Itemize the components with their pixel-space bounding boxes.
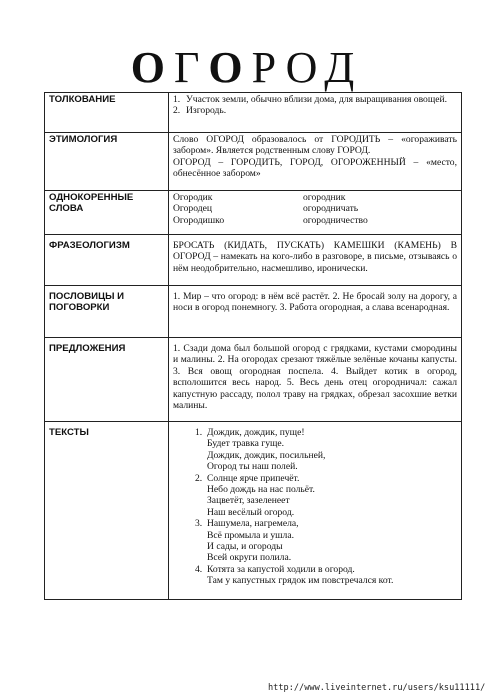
cognate-word: огородничество [303, 214, 368, 226]
cognate-word: огородничать [303, 203, 359, 215]
title-letter-1: О [130, 43, 174, 92]
row-frazeologizm [45, 235, 462, 286]
title-rest: РОД [251, 43, 364, 92]
source-url: http://www.liveinternet.ru/users/ksu11111/ [268, 683, 486, 693]
label-teksty: ТЕКСТЫ [45, 422, 169, 600]
poem-item: 2. Солнце ярче припечёт. Небо дождь на нас польёт. Зацветёт, зазеленеет Наш весёлый огород. [195, 472, 315, 518]
content-poslovitsy: 1. Мир – что огород: в нём всё растёт. 2. Не бросай золу на дорогу, а носи в огород понемногу. 3. Работа огородная, а слава всенародная. [169, 286, 462, 338]
label-frazeologizm: ФРАЗЕОЛОГИЗМ [45, 235, 169, 286]
cognate-word: огородник [303, 192, 346, 203]
content-predlozheniya: 1. Сзади дома был большой огород с грядками, кустами смородины и малины. 2. На огородах срезают тяжёлые зелёные кочаны капусты. 3. Вся овощ огородная поспела. 4. Выйдет котик в огород, всполошится весь народ. 5. Весь день отец огородничал: сажал капустную рассаду, полол траву на грядках, обрезал засохшие ветки малины. [169, 338, 462, 422]
content-teksty [169, 422, 462, 600]
etymology-text-1: Слово ОГОРОД образовалось от ГОРОДИТЬ – «огораживать забором». Является родственным слову ГОРОД. [173, 134, 457, 157]
row-etimologiya [45, 133, 462, 191]
cognates-col-1 [173, 192, 303, 226]
page-title [0, 43, 494, 92]
poem-item: 1. Дождик, дождик, пуще! Будет травка гуще. Дождик, дождик, посильней, Огород ты наш полей. [195, 427, 326, 473]
label-tolkovanie: ТОЛКОВАНИЕ [45, 93, 169, 133]
label-etimologiya: ЭТИМОЛОГИЯ [45, 133, 169, 191]
word-card-table [44, 92, 462, 600]
cognates-col-2 [303, 192, 433, 226]
poems-list [173, 427, 457, 587]
row-poslovitsy [45, 286, 462, 338]
row-tolkovanie [45, 93, 462, 133]
title-letter-2: Г [173, 43, 209, 92]
poem-item: 3. Нашумела, нагремела, Всё промыла и ушла. И сады, и огороды Всей округи полила. [195, 518, 299, 564]
row-predlozheniya [45, 338, 462, 422]
definition-item: 2. Изгородь. [173, 105, 227, 117]
label-poslovitsy: ПОСЛОВИЦЫ И ПОГОВОРКИ [45, 286, 169, 338]
content-odnokorennye [169, 191, 462, 235]
content-frazeologizm: БРОСАТЬ (КИДАТЬ, ПУСКАТЬ) КАМЕШКИ (КАМЕНЬ) В ОГОРОД – намекать на кого-либо в разговоре, в письме, отзываясь о нём неодобрительно, насмешливо, иронически. [169, 235, 462, 286]
cognate-word: Огородик [173, 192, 213, 203]
etymology-text-2: ОГОРОД – ГОРОДИТЬ, ГОРОД, ОГОРОЖЕННЫЙ – «место, обнесённое забором» [173, 156, 457, 180]
cognate-word: Огородец [173, 203, 213, 215]
content-tolkovanie [169, 93, 462, 133]
title-letter-3: О [208, 43, 252, 92]
label-predlozheniya: ПРЕДЛОЖЕНИЯ [45, 338, 169, 422]
cognate-word: Огородишко [173, 214, 225, 226]
row-odnokorennye [45, 191, 462, 235]
label-odnokorennye: ОДНОКОРЕННЫЕ СЛОВА [45, 191, 169, 235]
poem-item: 4. Котята за капустой ходили в огород. Там у капустных грядок им повстречался кот. [195, 563, 394, 587]
content-etimologiya [169, 133, 462, 191]
row-teksty [45, 422, 462, 600]
definition-item: 1. Участок земли, обычно вблизи дома, для выращивания овощей. [173, 94, 448, 105]
